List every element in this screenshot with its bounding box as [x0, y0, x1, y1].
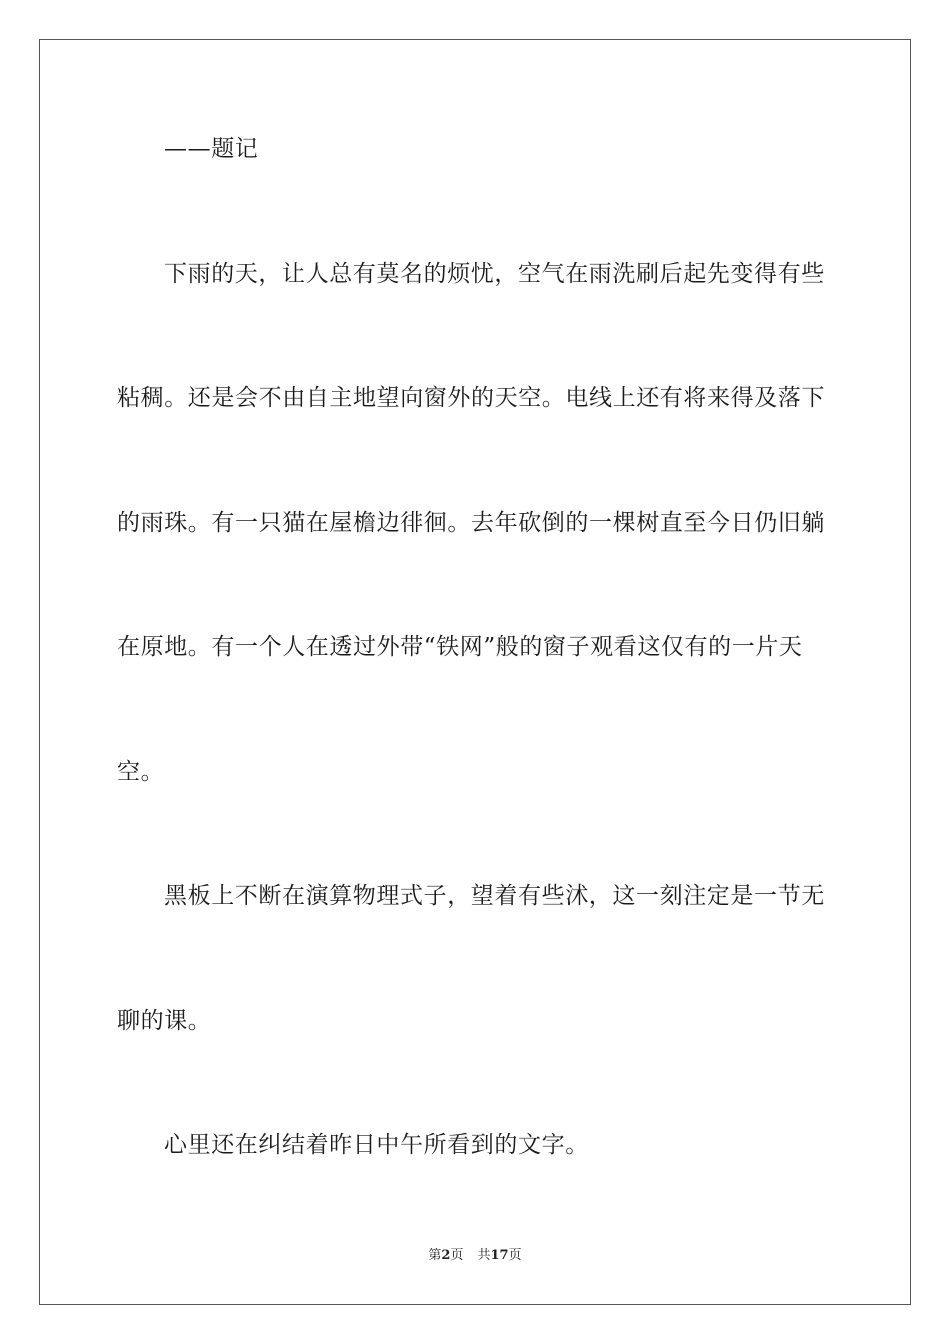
paragraph-3-line-1: 心里还在纠结着昨日中午所看到的文字。	[164, 1132, 589, 1158]
total-prefix: 共	[477, 1248, 491, 1263]
paragraph-1-line-4: 在原地。有一个人在透过外带“铁网”般的窗子观看这仅有的一片天	[117, 634, 803, 660]
paragraph-2-line-1: 黑板上不断在演算物理式子，望着有些沭，这一刻注定是一节无	[164, 883, 825, 909]
paragraph-1-line-2: 粘稠。还是会不由自主地望向窗外的天空。电线上还有将来得及落下	[117, 385, 825, 411]
total-suffix: 页	[508, 1248, 522, 1263]
page-footer	[0, 1247, 950, 1265]
paragraph-2-line-2: 聊的课。	[117, 1008, 212, 1034]
page-suffix: 页	[450, 1248, 464, 1263]
epigraph: ——题记	[164, 136, 259, 162]
total-pages: 17	[490, 1248, 509, 1263]
paragraph-1-line-5: 空。	[117, 759, 165, 785]
page-number: 2	[441, 1248, 451, 1263]
paragraph-1-line-1: 下雨的天，让人总有莫名的烦忧，空气在雨洗刷后起先变得有些	[164, 261, 825, 287]
paragraph-1-line-3: 的雨珠。有一只猫在屋檐边徘徊。去年砍倒的一棵树直至今日仍旧躺	[117, 510, 825, 536]
page-prefix: 第	[428, 1248, 442, 1263]
page-border	[39, 39, 911, 1305]
